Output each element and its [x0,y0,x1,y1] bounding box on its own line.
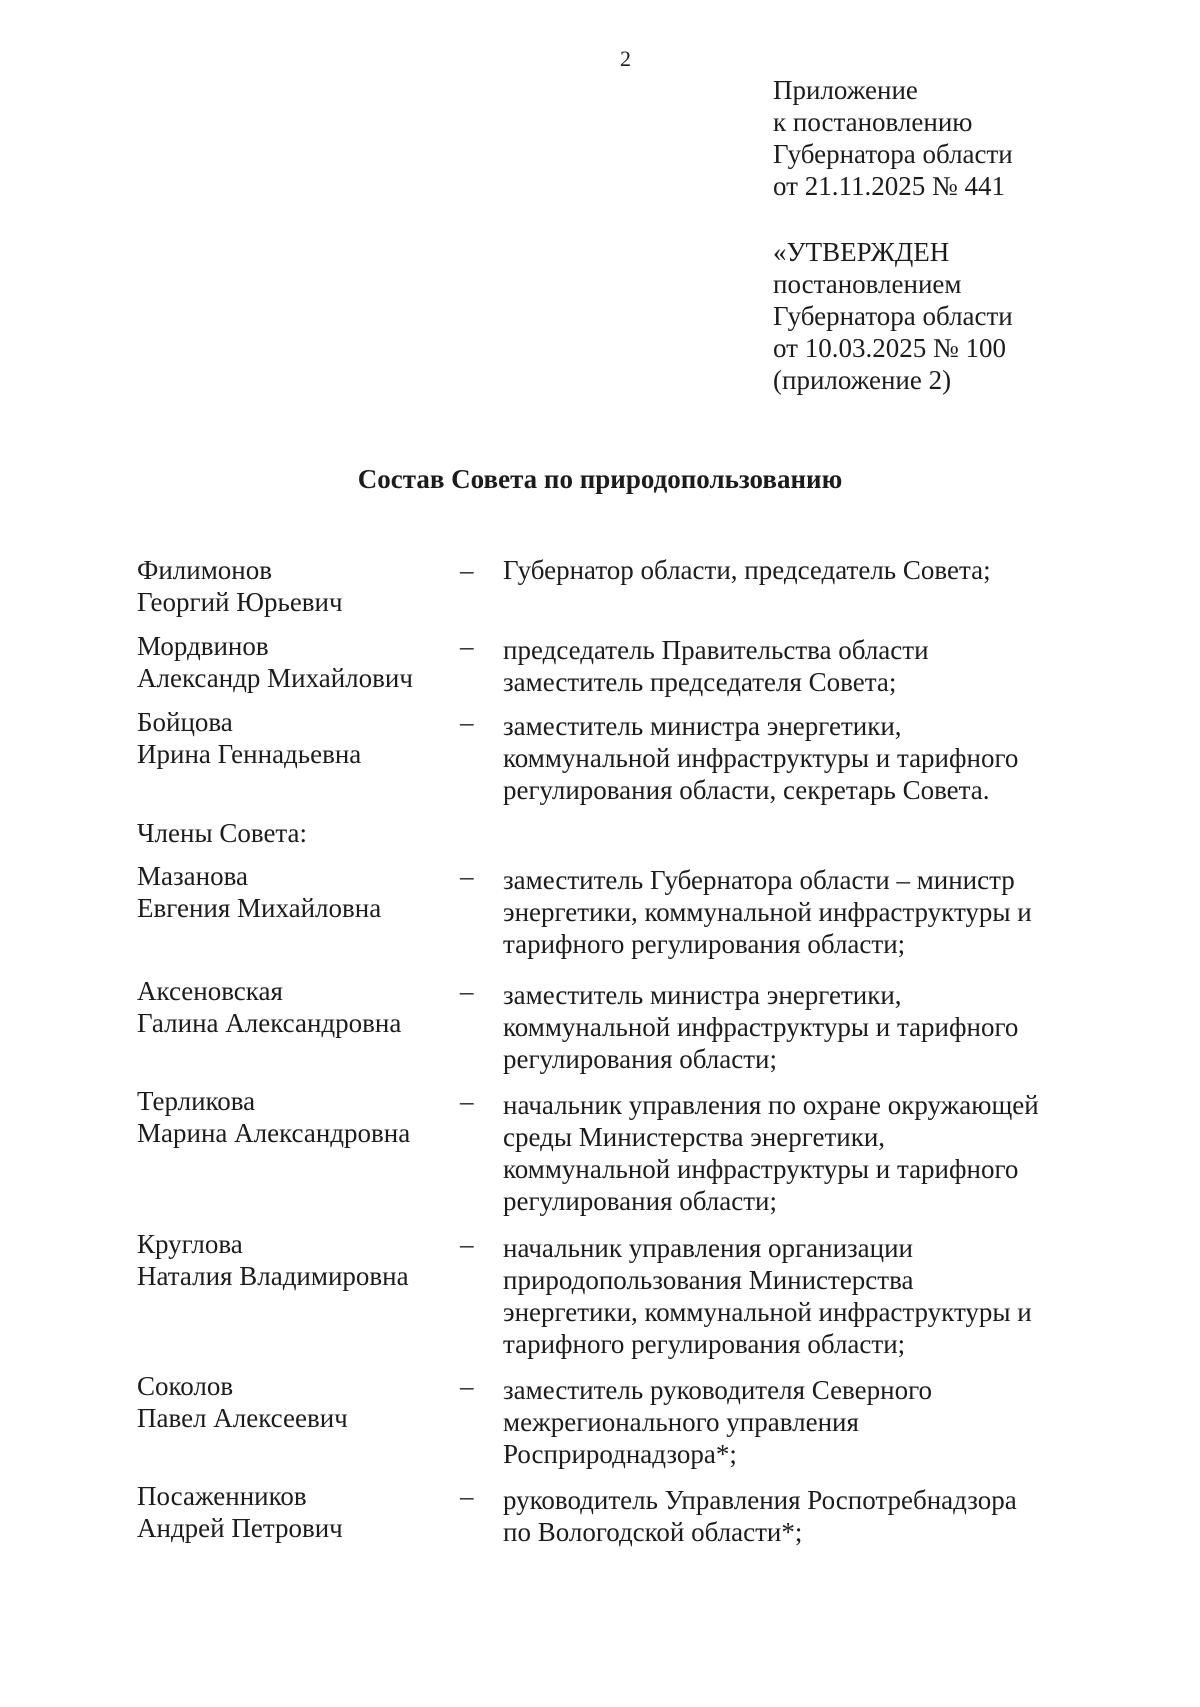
separator-dash: – [460,1229,474,1259]
appendix-line: от 21.11.2025 № 441 [773,171,1005,201]
position-line: коммунальной инфраструктуры и тарифного [503,1154,1019,1184]
member-name [137,554,343,618]
position-line: председатель Правительства области [503,635,929,665]
position-line: Росприроднадзора*; [503,1439,737,1469]
approval-line: Губернатора области [773,301,1013,331]
position-line: регулирования области; [503,1186,777,1216]
member-surname: Терликова [137,1086,256,1116]
separator-dash: – [460,1371,474,1401]
position-line: руководитель Управления Роспотребнадзора [503,1485,1017,1515]
position-line: тарифного регулирования области; [503,1329,906,1359]
position-line: коммунальной инфраструктуры и тарифного [503,1012,1019,1042]
member-given-name: Наталия Владимировна [137,1261,409,1291]
member-name [137,860,381,924]
member-surname: Бойцова [137,707,233,737]
member-position [503,710,1093,806]
position-line: начальник управления организации [503,1233,914,1263]
member-given-name: Александр Михайлович [137,663,413,693]
position-line: заместитель министра энергетики, [503,711,902,741]
position-line: заместитель руководителя Северного [503,1375,932,1405]
member-position [503,1232,1093,1360]
appendix-line: Приложение [773,75,918,105]
member-name [137,1480,343,1544]
members-label: Члены Совета: [137,818,308,848]
separator-dash: – [460,1086,474,1116]
document-title: Состав Совета по природопользованию [357,464,843,494]
separator-dash: – [460,1481,474,1511]
position-line: природопользования Министерства [503,1265,914,1295]
position-line: начальник управления по охране окружающей [503,1090,1039,1120]
separator-dash: – [460,555,474,585]
member-position [503,1374,1093,1470]
position-line: тарифного регулирования области; [503,929,906,959]
separator-dash: – [460,631,474,661]
position-line: заместитель министра энергетики, [503,980,902,1010]
member-name [137,1370,348,1434]
member-position [503,1089,1093,1217]
approval-line: (приложение 2) [773,365,952,395]
position-line: межрегионального управления [503,1407,859,1437]
position-line: регулирования области; [503,1044,777,1074]
member-position [503,554,1093,586]
member-position [503,864,1093,960]
appendix-line: к постановлению [773,107,973,137]
appendix-header [773,74,1013,202]
member-surname: Мордвинов [137,631,269,661]
approval-line: от 10.03.2025 № 100 [773,333,1006,363]
position-line: заместитель председателя Совета; [503,667,897,697]
separator-dash: – [460,707,474,737]
position-line: регулирования области, секретарь Совета. [503,775,990,805]
position-line: по Вологодской области*; [503,1517,803,1547]
member-surname: Круглова [137,1229,243,1259]
position-line: энергетики, коммунальной инфраструктуры и [503,1297,1032,1327]
member-surname: Филимонов [137,555,272,585]
member-surname: Посаженников [137,1481,307,1511]
member-position [503,634,1093,698]
member-name [137,1085,410,1149]
appendix-line: Губернатора области [773,139,1013,169]
separator-dash: – [460,861,474,891]
position-line: коммунальной инфраструктуры и тарифного [503,743,1019,773]
member-position [503,1484,1093,1548]
position-line: среды Министерства энергетики, [503,1122,886,1152]
member-surname: Мазанова [137,861,248,891]
approval-stamp [773,236,1013,396]
member-name [137,975,401,1039]
member-name [137,1228,409,1292]
position-line: Губернатор области, председатель Совета; [503,555,991,585]
member-surname: Соколов [137,1371,234,1401]
approval-line: «УТВЕРЖДЕН [773,237,950,267]
member-surname: Аксеновская [137,976,283,1006]
separator-dash: – [460,976,474,1006]
member-given-name: Евгения Михайловна [137,893,382,923]
member-position [503,979,1093,1075]
member-given-name: Галина Александровна [137,1008,402,1038]
member-given-name: Ирина Геннадьевна [137,739,362,769]
member-given-name: Павел Алексеевич [137,1403,348,1433]
approval-line: постановлением [773,269,962,299]
member-given-name: Марина Александровна [137,1118,411,1148]
member-name [137,630,413,694]
member-name [137,706,361,770]
position-line: энергетики, коммунальной инфраструктуры и [503,897,1032,927]
page-number: 2 [620,46,631,71]
member-given-name: Андрей Петрович [137,1513,343,1543]
member-given-name: Георгий Юрьевич [137,587,343,617]
position-line: заместитель Губернатора области – министр [503,865,1015,895]
